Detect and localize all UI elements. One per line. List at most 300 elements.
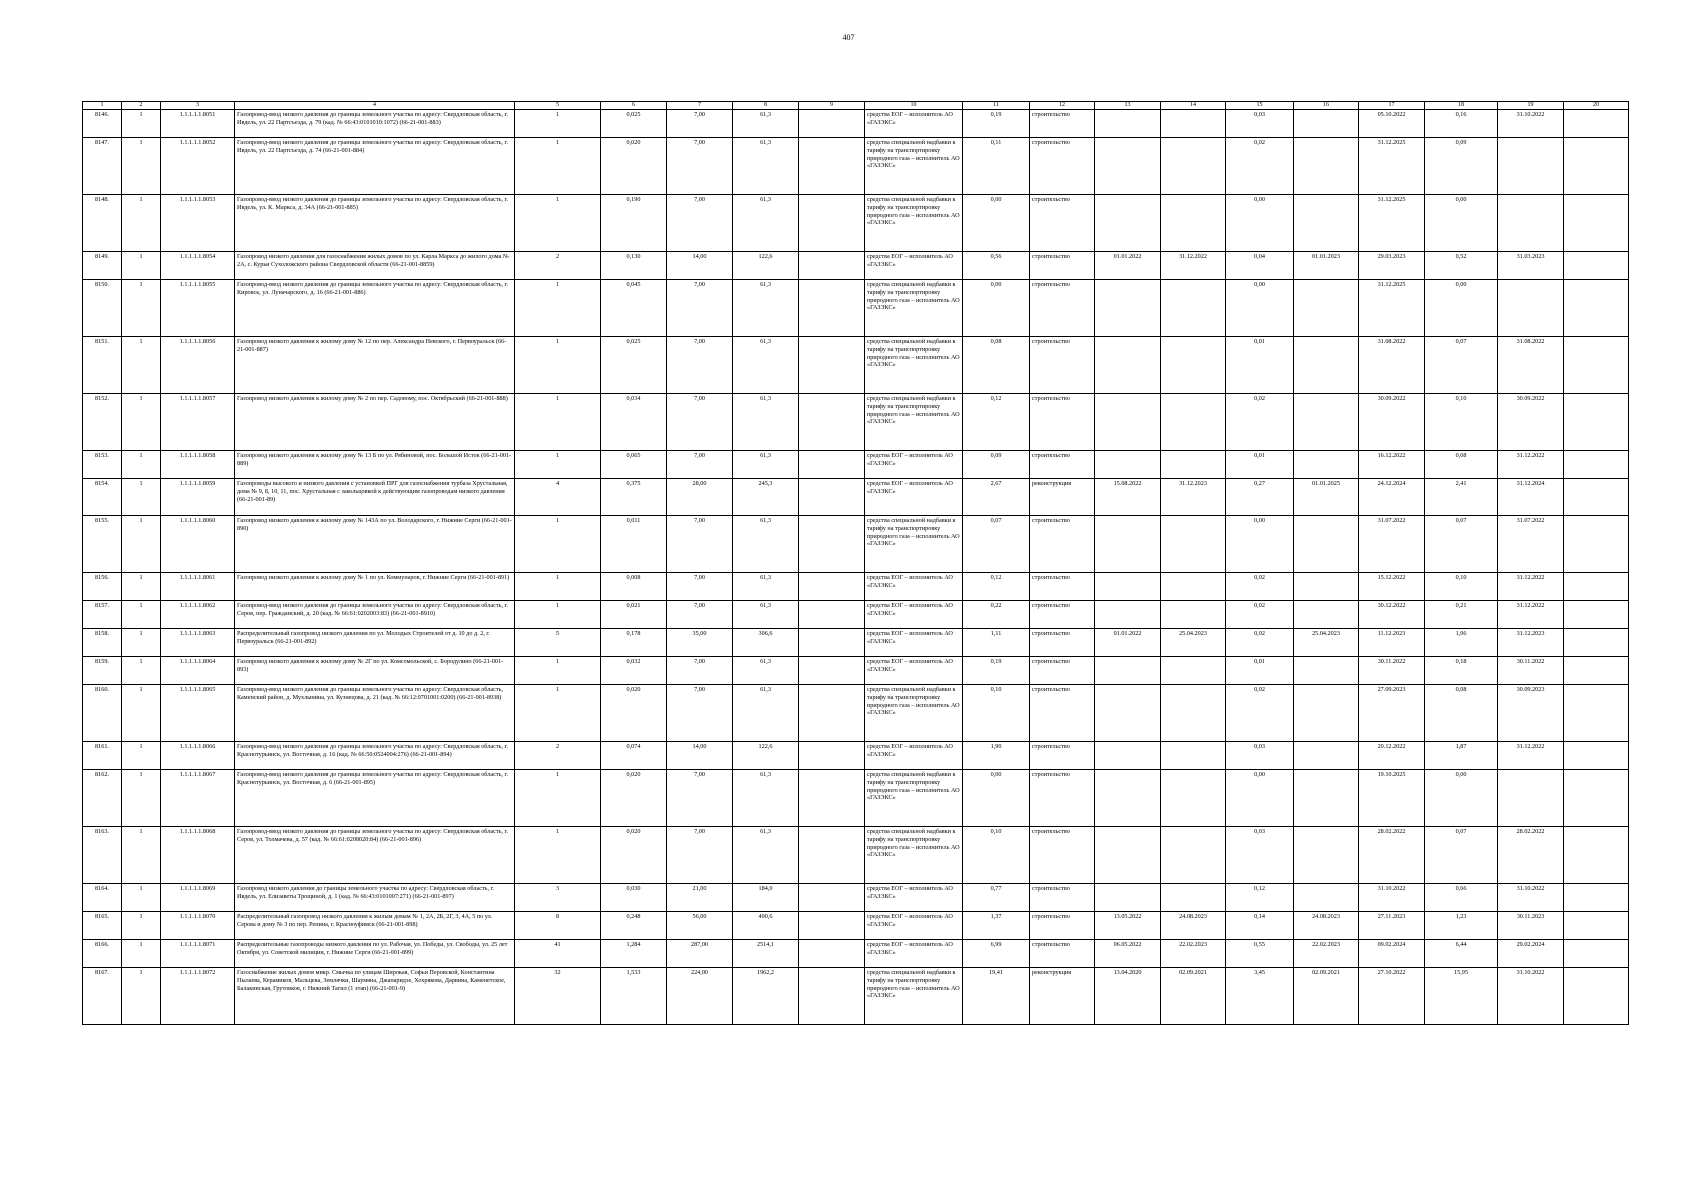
table-row	[83, 138, 1629, 195]
col-7: 224,00	[667, 968, 733, 1025]
completion-date: 24.12.2024	[1359, 479, 1425, 516]
col-15: 0,02	[1226, 394, 1294, 451]
column-number-6: 6	[601, 102, 667, 110]
row-number: 8150.	[83, 280, 122, 337]
col-16	[1294, 742, 1359, 770]
row-number: 8161.	[83, 742, 122, 770]
col-20	[1564, 451, 1629, 479]
row-number: 8149.	[83, 252, 122, 280]
col-2: 1	[122, 629, 161, 657]
col-11: 1,37	[963, 912, 1030, 940]
end-date: 22.02.2023	[1161, 940, 1226, 968]
col-7: 7,00	[667, 685, 733, 742]
col-8: 61,3	[733, 601, 799, 629]
col-5: 2	[515, 742, 601, 770]
completion-date: 31.12.2025	[1359, 280, 1425, 337]
col-15: 0,04	[1226, 252, 1294, 280]
col-11: 0,19	[963, 657, 1030, 685]
column-number-19: 19	[1498, 102, 1564, 110]
col-16	[1294, 884, 1359, 912]
start-date	[1095, 601, 1161, 629]
col-16	[1294, 337, 1359, 394]
end-date	[1161, 280, 1226, 337]
col-20	[1564, 940, 1629, 968]
col-2: 1	[122, 685, 161, 742]
object-code: 1.1.1.1.1.8060	[161, 516, 235, 573]
completion-date: 29.03.2023	[1359, 252, 1425, 280]
object-code: 1.1.1.1.1.8057	[161, 394, 235, 451]
work-type: строительство	[1030, 138, 1095, 195]
length-km: 0,021	[601, 601, 667, 629]
commissioning-date	[1498, 770, 1564, 827]
work-type: строительство	[1030, 770, 1095, 827]
commissioning-date	[1498, 195, 1564, 252]
start-date: 06.05.2022	[1095, 940, 1161, 968]
funding-source: средства специальной надбавки к тарифу на транспортировку природного газа – исполнитель АО «ГАЗЭКС»	[865, 770, 963, 827]
end-date	[1161, 138, 1226, 195]
end-date	[1161, 770, 1226, 827]
funding-source: средства ЕОГ – исполнитель АО «ГАЗЭКС»	[865, 110, 963, 138]
row-number: 8154.	[83, 479, 122, 516]
table-row	[83, 685, 1629, 742]
col-20	[1564, 657, 1629, 685]
col-11: 1,11	[963, 629, 1030, 657]
column-number-1: 1	[83, 102, 122, 110]
row-number: 8153.	[83, 451, 122, 479]
col-20	[1564, 479, 1629, 516]
col-15: 0,03	[1226, 827, 1294, 884]
object-code: 1.1.1.1.1.8063	[161, 629, 235, 657]
col-2: 1	[122, 912, 161, 940]
commissioning-date: 31.10.2022	[1498, 968, 1564, 1025]
commissioning-date: 29.02.2024	[1498, 940, 1564, 968]
col-2: 1	[122, 394, 161, 451]
completion-date: 11.12.2023	[1359, 629, 1425, 657]
funding-source: средства специальной надбавки к тарифу на транспортировку природного газа – исполнитель АО «ГАЗЭКС»	[865, 685, 963, 742]
col-2: 1	[122, 138, 161, 195]
commissioning-date: 31.10.2022	[1498, 884, 1564, 912]
funding-source: средства ЕОГ – исполнитель АО «ГАЗЭКС»	[865, 573, 963, 601]
col-18: 0,10	[1425, 394, 1498, 451]
col-20	[1564, 280, 1629, 337]
col-20	[1564, 601, 1629, 629]
column-number-15: 15	[1226, 102, 1294, 110]
end-date	[1161, 394, 1226, 451]
row-number: 8158.	[83, 629, 122, 657]
object-description: Газопровод-ввод низкого давления до границы земельного участка по адресу: Свердловская область, г. Серов, ул. Толмачева, д. 57 (кад. № 66:61:0208020:84) (66-21-001-896)	[235, 827, 515, 884]
col-2: 1	[122, 195, 161, 252]
length-km: 0,178	[601, 629, 667, 657]
col-8: 61,3	[733, 195, 799, 252]
work-type: строительство	[1030, 827, 1095, 884]
col-9	[799, 601, 865, 629]
work-type: строительство	[1030, 451, 1095, 479]
object-description: Распределительный газопровод низкого давления по ул. Молодых Строителей от д. 10 до д. 2, г. Первоуральск (66-21-001-892)	[235, 629, 515, 657]
col-15: 0,01	[1226, 657, 1294, 685]
col-15: 0,00	[1226, 195, 1294, 252]
object-code: 1.1.1.1.1.8061	[161, 573, 235, 601]
col-5: 1	[515, 685, 601, 742]
object-code: 1.1.1.1.1.8068	[161, 827, 235, 884]
object-description: Газопровод низкого давления до границы земельного участка по адресу: Свердловская область, г. Ивдель, ул. Елизаветы Трощиной, д. 1 (кад. № 66:43:0101007:271) (66-21-001-897)	[235, 884, 515, 912]
col-5: 1	[515, 451, 601, 479]
length-km: 0,020	[601, 138, 667, 195]
col-18: 2,41	[1425, 479, 1498, 516]
completion-date: 30.11.2022	[1359, 657, 1425, 685]
col-8: 122,6	[733, 252, 799, 280]
col-9	[799, 252, 865, 280]
col-18: 0,18	[1425, 657, 1498, 685]
length-km: 0,025	[601, 337, 667, 394]
row-number: 8148.	[83, 195, 122, 252]
col-5: 1	[515, 394, 601, 451]
col-15: 0,03	[1226, 110, 1294, 138]
col-7: 7,00	[667, 601, 733, 629]
column-number-13: 13	[1095, 102, 1161, 110]
table-row	[83, 451, 1629, 479]
completion-date: 31.08.2022	[1359, 337, 1425, 394]
col-20	[1564, 685, 1629, 742]
col-9	[799, 138, 865, 195]
length-km: 0,045	[601, 280, 667, 337]
object-description: Газопровод низкого давления к жилому дому № 2Г по ул. Комсомольской, с. Бородулино (66-21-001-893)	[235, 657, 515, 685]
row-number: 8157.	[83, 601, 122, 629]
col-16	[1294, 195, 1359, 252]
object-description: Газопровод низкого давления для газоснабжения жилых домов по ул. Карла Маркса до жилого дома № 2А, с. Курьи Сухоложского района Свердловской области (66-21-001-8859)	[235, 252, 515, 280]
col-5: 4	[515, 479, 601, 516]
object-code: 1.1.1.1.1.8056	[161, 337, 235, 394]
col-18: 6,44	[1425, 940, 1498, 968]
col-11: 0,08	[963, 337, 1030, 394]
col-8: 61,3	[733, 110, 799, 138]
col-2: 1	[122, 280, 161, 337]
col-15: 0,01	[1226, 337, 1294, 394]
col-16	[1294, 685, 1359, 742]
col-5: 1	[515, 138, 601, 195]
length-km: 0,030	[601, 884, 667, 912]
length-km: 0,020	[601, 685, 667, 742]
col-7: 7,00	[667, 827, 733, 884]
col-9	[799, 394, 865, 451]
completion-date: 27.09.2023	[1359, 685, 1425, 742]
commissioning-date: 31.07.2022	[1498, 516, 1564, 573]
object-description: Газопровод-ввод низкого давления до границы земельного участка по адресу: Свердловская область, Каменский район, д. Мухлынина, ул. Кузнецова, д. 21 (кад. № 66:12:0701001:0200) (66-21-001-8938)	[235, 685, 515, 742]
col-2: 1	[122, 884, 161, 912]
col-20	[1564, 516, 1629, 573]
work-type: строительство	[1030, 195, 1095, 252]
col-18: 0,08	[1425, 451, 1498, 479]
table-row	[83, 742, 1629, 770]
col-7: 28,00	[667, 479, 733, 516]
table-row	[83, 394, 1629, 451]
col-11: 0,12	[963, 573, 1030, 601]
commissioning-date: 31.03.2023	[1498, 252, 1564, 280]
length-km: 0,008	[601, 573, 667, 601]
object-description: Газопровод низкого давления к жилому дому № 13 Б по ул. Рябиновой, пос. Большой Исток (66-21-001-889)	[235, 451, 515, 479]
col-7: 14,00	[667, 252, 733, 280]
funding-source: средства специальной надбавки к тарифу на транспортировку природного газа – исполнитель АО «ГАЗЭКС»	[865, 337, 963, 394]
work-type: строительство	[1030, 742, 1095, 770]
funding-source: средства специальной надбавки к тарифу на транспортировку природного газа – исполнитель АО «ГАЗЭКС»	[865, 280, 963, 337]
col-20	[1564, 252, 1629, 280]
table-row	[83, 601, 1629, 629]
table-row	[83, 479, 1629, 516]
col-20	[1564, 827, 1629, 884]
col-15: 0,12	[1226, 884, 1294, 912]
end-date	[1161, 110, 1226, 138]
object-description: Газопровод низкого давления к жилому дому № 1 по ул. Коммунаров, г. Нижние Серги (66-21-001-891)	[235, 573, 515, 601]
col-2: 1	[122, 940, 161, 968]
start-date	[1095, 394, 1161, 451]
col-15: 0,02	[1226, 685, 1294, 742]
col-8: 61,3	[733, 770, 799, 827]
col-2: 1	[122, 110, 161, 138]
start-date	[1095, 337, 1161, 394]
table-row	[83, 827, 1629, 884]
funding-source: средства специальной надбавки к тарифу на транспортировку природного газа – исполнитель АО «ГАЗЭКС»	[865, 195, 963, 252]
end-date: 31.12.2023	[1161, 479, 1226, 516]
col-16	[1294, 516, 1359, 573]
col-18: 0,00	[1425, 770, 1498, 827]
col-18: 0,00	[1425, 195, 1498, 252]
table-row	[83, 280, 1629, 337]
funding-source: средства ЕОГ – исполнитель АО «ГАЗЭКС»	[865, 252, 963, 280]
col-9	[799, 685, 865, 742]
end-date	[1161, 451, 1226, 479]
end-date: 25.04.2023	[1161, 629, 1226, 657]
col-20	[1564, 138, 1629, 195]
end-date	[1161, 827, 1226, 884]
col-7: 7,00	[667, 138, 733, 195]
col-18: 0,00	[1425, 280, 1498, 337]
table-row	[83, 516, 1629, 573]
row-number: 8165.	[83, 912, 122, 940]
col-8: 490,6	[733, 912, 799, 940]
col-5: 3	[515, 884, 601, 912]
funding-source: средства ЕОГ – исполнитель АО «ГАЗЭКС»	[865, 742, 963, 770]
work-type: строительство	[1030, 629, 1095, 657]
col-8: 122,6	[733, 742, 799, 770]
row-number: 8162.	[83, 770, 122, 827]
table-row	[83, 770, 1629, 827]
funding-source: средства ЕОГ – исполнитель АО «ГАЗЭКС»	[865, 884, 963, 912]
col-8: 184,0	[733, 884, 799, 912]
col-7: 7,00	[667, 770, 733, 827]
commissioning-date: 30.09.2022	[1498, 394, 1564, 451]
col-7: 7,00	[667, 280, 733, 337]
row-number: 8164.	[83, 884, 122, 912]
length-km: 0,020	[601, 770, 667, 827]
object-code: 1.1.1.1.1.8067	[161, 770, 235, 827]
start-date	[1095, 685, 1161, 742]
completion-date: 09.02.2024	[1359, 940, 1425, 968]
col-11: 0,00	[963, 280, 1030, 337]
work-type: строительство	[1030, 601, 1095, 629]
table-row	[83, 252, 1629, 280]
length-km: 0,130	[601, 252, 667, 280]
commissioning-date: 31.12.2022	[1498, 573, 1564, 601]
col-5: 1	[515, 280, 601, 337]
start-date	[1095, 884, 1161, 912]
object-description: Газопровод-ввод низкого давления до границы земельного участка по адресу: Свердловская область, г. Кировск, ул. Луначарского, д. 16 (66-21-001-886)	[235, 280, 515, 337]
object-code: 1.1.1.1.1.8071	[161, 940, 235, 968]
row-number: 8146.	[83, 110, 122, 138]
col-15: 0,00	[1226, 770, 1294, 827]
funding-source: средства ЕОГ – исполнитель АО «ГАЗЭКС»	[865, 451, 963, 479]
start-date	[1095, 657, 1161, 685]
length-km: 1,533	[601, 968, 667, 1025]
col-7: 7,00	[667, 657, 733, 685]
row-number: 8152.	[83, 394, 122, 451]
start-date: 13.05.2022	[1095, 912, 1161, 940]
row-number: 8151.	[83, 337, 122, 394]
column-number-10: 10	[865, 102, 963, 110]
col-11: 0,19	[963, 110, 1030, 138]
col-15: 0,55	[1226, 940, 1294, 968]
col-15: 0,03	[1226, 742, 1294, 770]
row-number: 8163.	[83, 827, 122, 884]
end-date	[1161, 337, 1226, 394]
object-code: 1.1.1.1.1.8062	[161, 601, 235, 629]
col-9	[799, 573, 865, 601]
col-11: 6,99	[963, 940, 1030, 968]
work-type: строительство	[1030, 110, 1095, 138]
work-type: строительство	[1030, 516, 1095, 573]
work-type: строительство	[1030, 685, 1095, 742]
col-7: 7,00	[667, 516, 733, 573]
col-2: 1	[122, 601, 161, 629]
column-number-3: 3	[161, 102, 235, 110]
col-8: 61,3	[733, 573, 799, 601]
end-date	[1161, 573, 1226, 601]
col-15: 0,00	[1226, 280, 1294, 337]
page-number: 407	[842, 33, 855, 42]
end-date	[1161, 742, 1226, 770]
commissioning-date: 30.09.2023	[1498, 685, 1564, 742]
table-row	[83, 337, 1629, 394]
length-km: 0,190	[601, 195, 667, 252]
col-18: 0,08	[1425, 685, 1498, 742]
col-8: 61,3	[733, 685, 799, 742]
col-18: 1,87	[1425, 742, 1498, 770]
col-16	[1294, 770, 1359, 827]
start-date: 01.01.2022	[1095, 252, 1161, 280]
object-code: 1.1.1.1.1.8054	[161, 252, 235, 280]
col-9	[799, 479, 865, 516]
funding-source: средства ЕОГ – исполнитель АО «ГАЗЭКС»	[865, 479, 963, 516]
col-7: 7,00	[667, 195, 733, 252]
completion-date: 27.10.2022	[1359, 968, 1425, 1025]
col-5: 5	[515, 629, 601, 657]
col-11: 0,12	[963, 394, 1030, 451]
col-5: 1	[515, 601, 601, 629]
start-date: 13.04.2020	[1095, 968, 1161, 1025]
col-15: 0,02	[1226, 573, 1294, 601]
col-5: 1	[515, 657, 601, 685]
object-code: 1.1.1.1.1.8051	[161, 110, 235, 138]
col-16	[1294, 657, 1359, 685]
object-code: 1.1.1.1.1.8052	[161, 138, 235, 195]
table-row	[83, 629, 1629, 657]
completion-date: 15.12.2022	[1359, 573, 1425, 601]
col-9	[799, 827, 865, 884]
col-16	[1294, 280, 1359, 337]
col-9	[799, 912, 865, 940]
object-code: 1.1.1.1.1.8070	[161, 912, 235, 940]
col-20	[1564, 884, 1629, 912]
col-15: 0,02	[1226, 138, 1294, 195]
end-date	[1161, 516, 1226, 573]
col-18: 0,21	[1425, 601, 1498, 629]
col-20	[1564, 968, 1629, 1025]
start-date	[1095, 110, 1161, 138]
col-9	[799, 770, 865, 827]
col-15: 3,45	[1226, 968, 1294, 1025]
object-description: Газопровод низкого давления к жилому дому № 12 по пер. Александра Невского, г. Первоуральск (66-21-001-887)	[235, 337, 515, 394]
col-5: 1	[515, 110, 601, 138]
col-7: 7,00	[667, 573, 733, 601]
col-20	[1564, 337, 1629, 394]
col-15: 0,01	[1226, 451, 1294, 479]
column-number-5: 5	[515, 102, 601, 110]
length-km: 1,284	[601, 940, 667, 968]
col-9	[799, 195, 865, 252]
col-8: 1962,2	[733, 968, 799, 1025]
length-km: 0,025	[601, 110, 667, 138]
col-2: 1	[122, 337, 161, 394]
start-date	[1095, 573, 1161, 601]
column-number-4: 4	[235, 102, 515, 110]
object-code: 1.1.1.1.1.8066	[161, 742, 235, 770]
start-date	[1095, 138, 1161, 195]
start-date	[1095, 516, 1161, 573]
col-16: 02.09.2021	[1294, 968, 1359, 1025]
col-11: 0,00	[963, 770, 1030, 827]
col-8: 61,3	[733, 138, 799, 195]
work-type: строительство	[1030, 573, 1095, 601]
length-km: 0,011	[601, 516, 667, 573]
funding-source: средства специальной надбавки к тарифу на транспортировку природного газа – исполнитель АО «ГАЗЭКС»	[865, 138, 963, 195]
funding-source: средства ЕОГ – исполнитель АО «ГАЗЭКС»	[865, 629, 963, 657]
col-16	[1294, 394, 1359, 451]
work-type: реконструкция	[1030, 479, 1095, 516]
column-number-17: 17	[1359, 102, 1425, 110]
col-7: 14,00	[667, 742, 733, 770]
col-5: 2	[515, 252, 601, 280]
col-18: 0,07	[1425, 516, 1498, 573]
column-number-11: 11	[963, 102, 1030, 110]
col-5: 1	[515, 827, 601, 884]
col-16	[1294, 110, 1359, 138]
commissioning-date: 31.12.2022	[1498, 742, 1564, 770]
object-description: Газопровод-ввод низкого давления до границы земельного участка по адресу: Свердловская область, г. Ивдель, ул. 22 Партсъезда, д. 74 (66-21-001-884)	[235, 138, 515, 195]
completion-date: 30.09.2022	[1359, 394, 1425, 451]
start-date: 15.08.2022	[1095, 479, 1161, 516]
table-row	[83, 110, 1629, 138]
col-8: 306,6	[733, 629, 799, 657]
table-row	[83, 573, 1629, 601]
col-7: 21,00	[667, 884, 733, 912]
work-type: строительство	[1030, 912, 1095, 940]
object-code: 1.1.1.1.1.8064	[161, 657, 235, 685]
funding-source: средства ЕОГ – исполнитель АО «ГАЗЭКС»	[865, 657, 963, 685]
start-date	[1095, 195, 1161, 252]
col-7: 56,00	[667, 912, 733, 940]
start-date	[1095, 770, 1161, 827]
col-2: 1	[122, 516, 161, 573]
col-8: 61,3	[733, 657, 799, 685]
col-11: 2,67	[963, 479, 1030, 516]
